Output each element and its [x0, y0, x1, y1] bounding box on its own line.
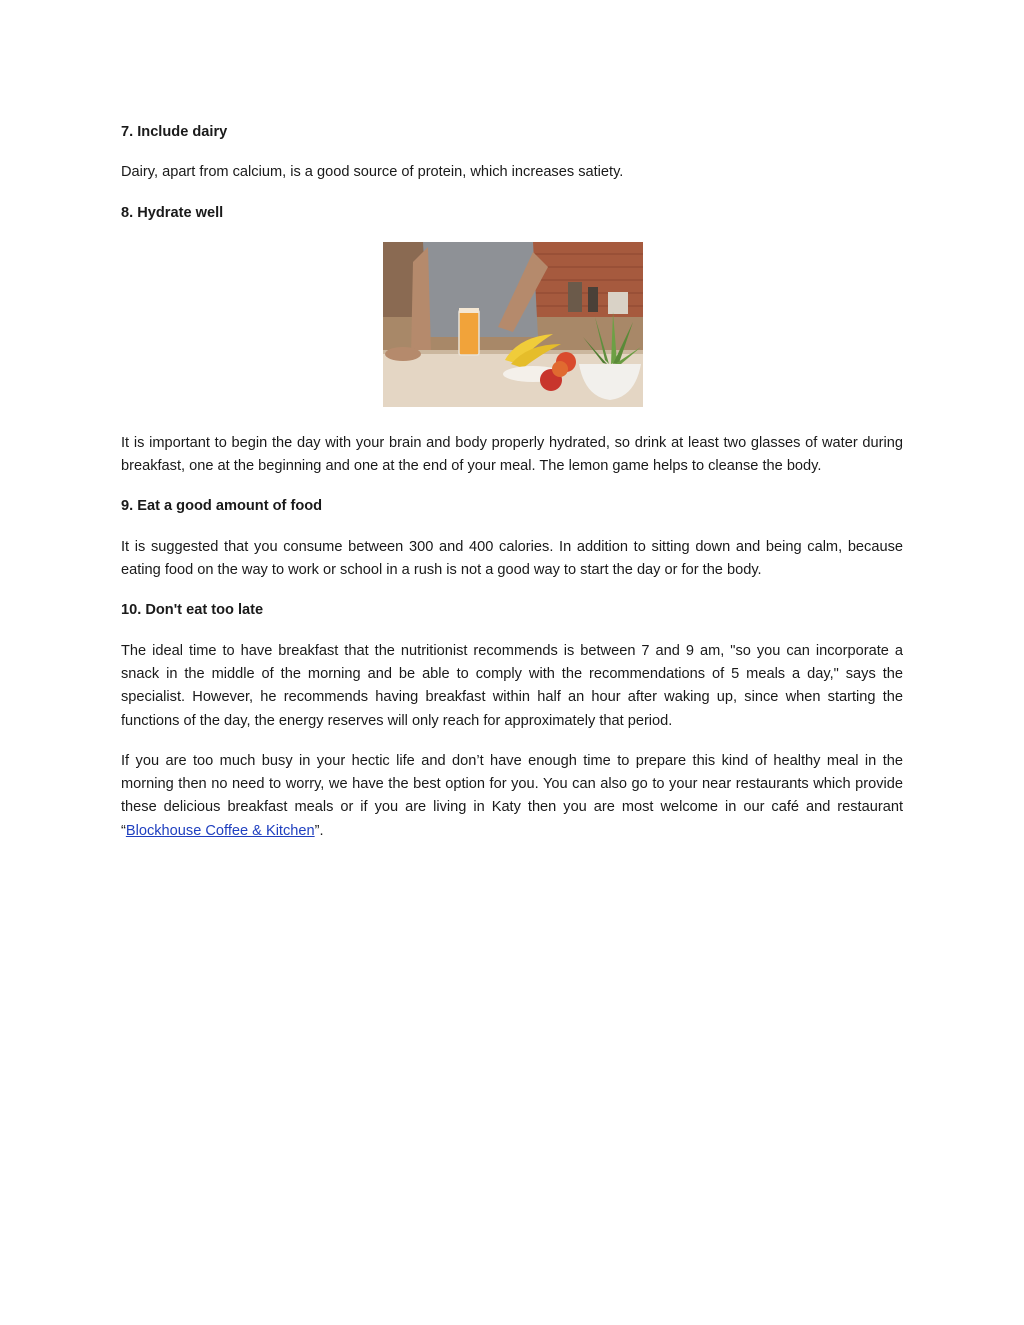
paragraph-calories: It is suggested that you consume between 300 and 400 calories. In addition to sitting down and being calm, because eating food on the way to work or school in a rush is not a good way to start the day or for the body. [121, 538, 903, 579]
breakfast-photo-icon [383, 242, 643, 407]
heading-include-dairy: 7. Include dairy [121, 124, 228, 140]
paragraph-hydrate: It is important to begin the day with your brain and body properly hydrated, so drink at least two glasses of water during breakfast, one at the beginning and one at the end of your meal. The lemon game helps to cleanse the body. [121, 434, 903, 475]
heading-eat-good-amount: 9. Eat a good amount of food [121, 498, 323, 515]
blockhouse-link[interactable]: Blockhouse Coffee & Kitchen [125, 822, 315, 839]
paragraph-closing [121, 750, 903, 843]
heading-dont-eat-late: 10. Don't eat too late [121, 602, 264, 619]
heading-hydrate-well: 8. Hydrate well [121, 204, 224, 221]
photo-container [121, 242, 903, 407]
closing-text-after: ”. [314, 822, 324, 839]
document-page [121, 121, 903, 860]
paragraph-dairy: Dairy, apart from calcium, is a good source of protein, which increases satiety. [121, 164, 624, 181]
closing-text-before: If you are too much busy in your hectic life and don’t have enough time to prepare this kind of healthy meal in the morning then no need to worry, we have the best option for you. You can also go to your near restaurants which provide these delicious breakfast meals or if you are living in Katy then you are most welcome in our café and restaurant “ [121, 752, 903, 839]
paragraph-breakfast-time: The ideal time to have breakfast that the nutritionist recommends is between 7 and 9 am, "so you can incorporate a snack in the middle of the morning and be able to comply with the recommendations of 5 meals a day," says the specialist. However, he recommends having breakfast within half an hour after waking up, since when starting the functions of the day, the energy reserves will only reach for approximately that period. [121, 642, 903, 729]
